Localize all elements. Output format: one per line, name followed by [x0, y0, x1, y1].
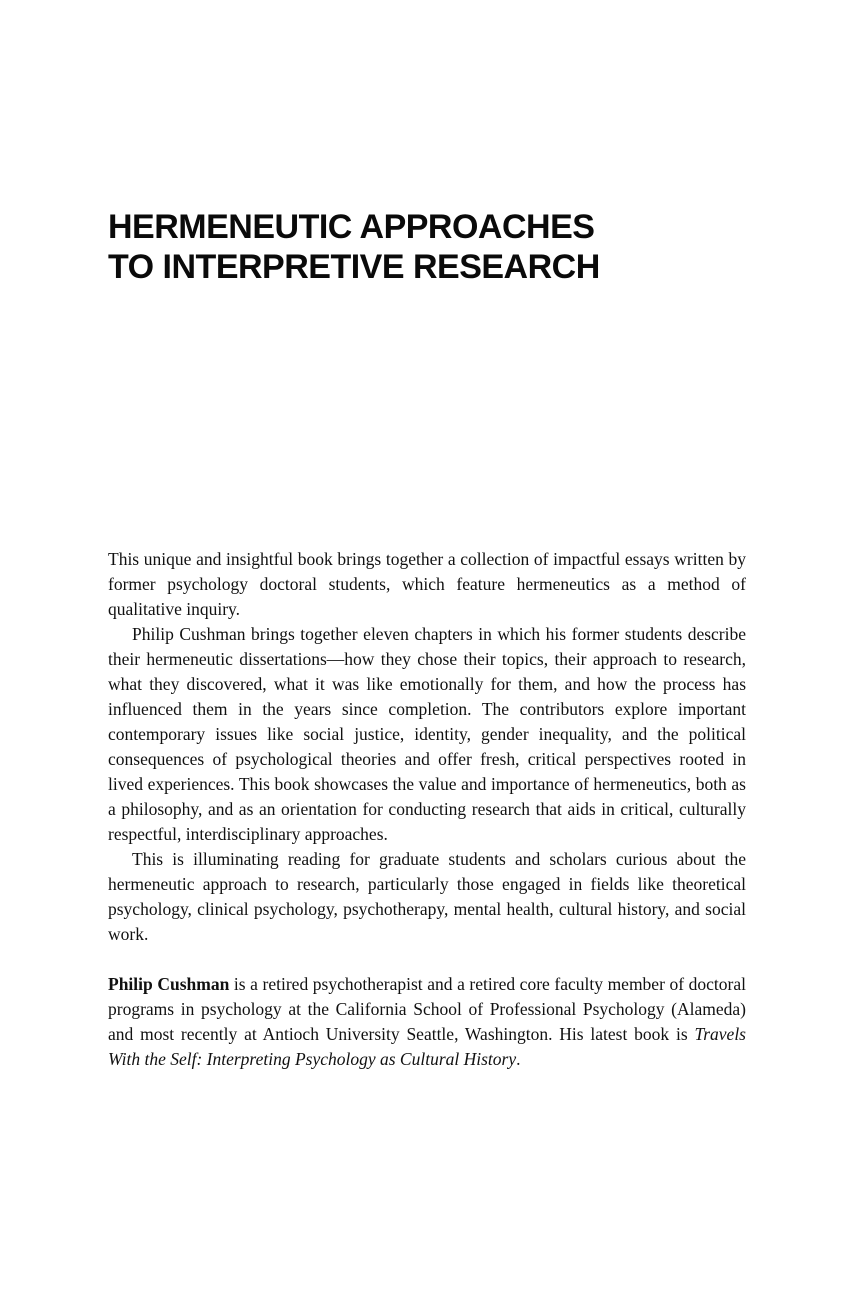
author-bio [108, 972, 746, 1072]
author-bio-suffix: . [516, 1049, 521, 1069]
synopsis-paragraph-1: This unique and insightful book brings together a collection of impactful essays written by former psychology doctoral students, which feature hermeneutics as a method of qualitative inquiry. [108, 549, 746, 619]
author-bio-text: is a retired psychotherapist and a retired core faculty member of doctoral programs in psychology at the California School of Professional Psychology (Alameda) and most recently at Antioch University Seattle, Washington. His latest book is [108, 974, 746, 1044]
author-name: Philip Cushman [108, 974, 230, 994]
page-title [108, 0, 746, 287]
synopsis-section [108, 547, 746, 1072]
synopsis-paragraph-3: This is illuminating reading for graduate students and scholars curious about the hermeneutic approach to research, particularly those engaged in fields like theoretical psychology, clinical psychology, psychotherapy, mental health, cultural history, and social work. [108, 849, 746, 944]
book-title-italic: Travels With the Self: Interpreting Psychology as Cultural History [108, 1024, 746, 1069]
title-line-1: HERMENEUTIC APPROACHES [108, 208, 595, 246]
synopsis-paragraph-2: Philip Cushman brings together eleven chapters in which his former students describe their hermeneutic dissertations—how they chose their topics, their approach to research, what they discovered, what it was like emotionally for them, and how the process has influenced them in the years since completion. The contributors explore important contemporary issues like social justice, identity, gender inequality, and the political consequences of psychological theories and offer fresh, critical perspectives rooted in lived experiences. This book showcases the value and importance of hermeneutics, both as a philosophy, and as an orientation for conducting research that aids in critical, culturally respectful, interdisciplinary approaches. [108, 624, 746, 844]
title-line-2: TO INTERPRETIVE RESEARCH [108, 248, 600, 286]
